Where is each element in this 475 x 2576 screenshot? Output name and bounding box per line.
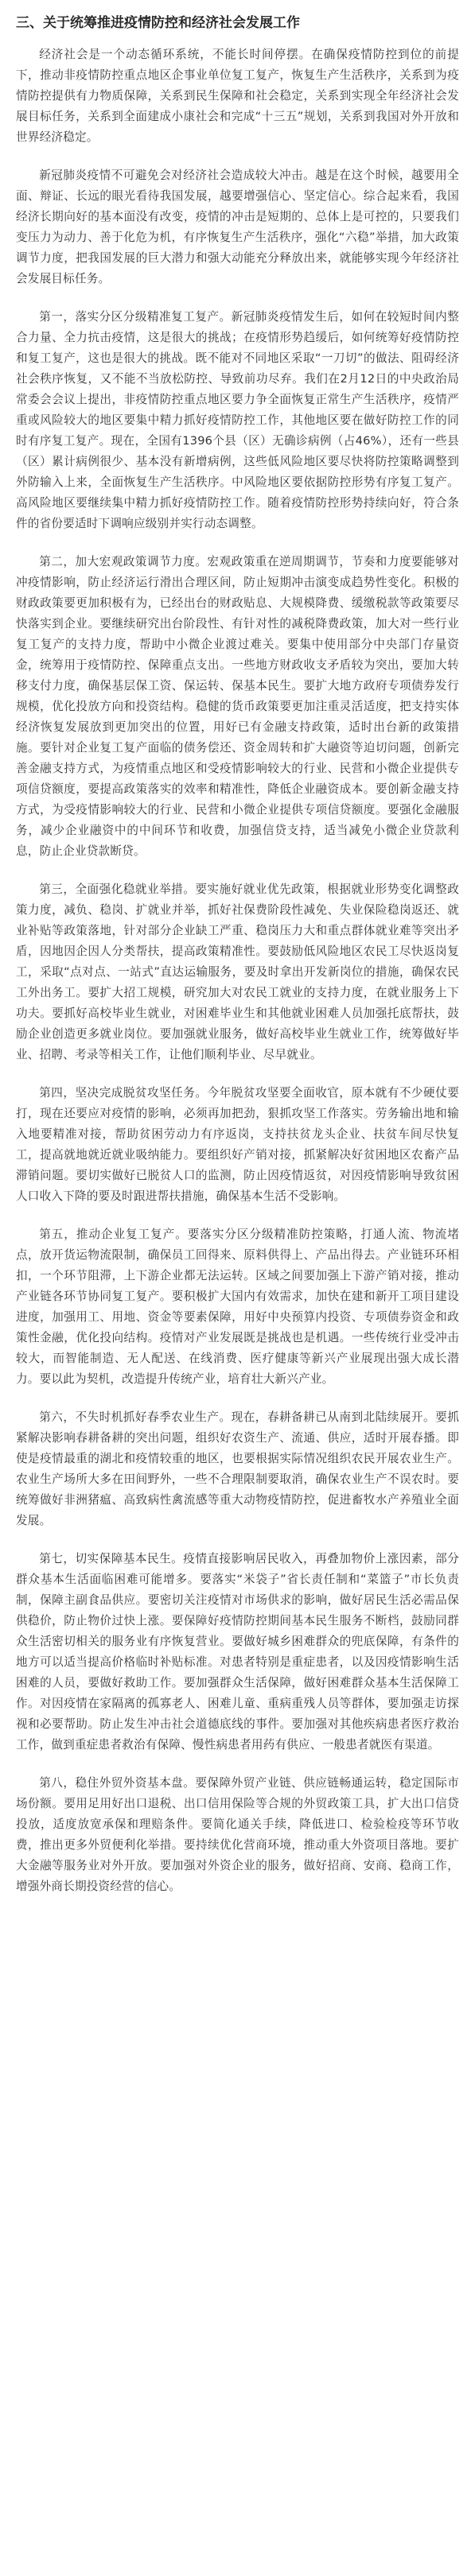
article-paragraph: 第二，加大宏观政策调节力度。宏观政策重在逆周期调节，节奏和力度要能够对冲疫情影响，防止经济运行滑出合理区间，防止短期冲击演变成趋势性变化。积极的财政政策要更加积极有为，已经出台的财政贴息、大规模降费、缓缴税款等政策要尽快落实到企业。要继续研究出台阶段性、有针对性的减税降费政策，加大对一些行业复工复产的支持力度，帮助中小微企业渡过难关。要集中使用部分中央部门存量资金，统筹用于疫情防控、保障重点支出。一些地方财政收支矛盾较为突出，要加大转移支付力度，确保基层保工资、保运转、保基本民生。要扩大地方政府专项债券发行规模，优化投放方向和投资结构。稳健的货币政策要更加注重灵活适度，把支持实体经济恢复发展放到更加突出的位置，用好已有金融支持政策，适时出台新的政策措施。要针对企业复工复产面临的债务偿还、资金周转和扩大融资等迫切问题，创新完善金融支持方式，为疫情重点地区和受疫情影响较大的行业、民营和小微企业提供专项信贷额度，要提高政策落实的效率和精准性，降低企业融资成本。要创新金融支持方式，为受疫情影响较大的行业、民营和小微企业提供专项信贷额度。要强化金融服务，减少企业融资中的中间环节和收费，加强信贷支持，适当减免小微企业贷款利息，防止企业贷款断贷。 (16, 555, 459, 858)
article-paragraph: 第一，落实分区分级精准复工复产。新冠肺炎疫情发生后，如何在较短时间内整合力量、全力抗击疫情，这是很大的挑战；在疫情形势趋缓后，如何统筹好疫情防控和复工复产，这也是很大的挑战。既不能对不同地区采取“一刀切”的做法、阻碍经济社会秩序恢复，又不能不当放松防控、导致前功尽弃。我们在2月12日的中央政治局常委会会议上提出，非疫情防控重点地区要力争全面恢复正常生产生活秩序，疫情严重或风险较大的地区要集中精力抓好疫情防控工作，其他地区要在做好防控工作的同时有序复工复产。现在，全国有1396个县（区）无确诊病例（占46%），还有一些县（区）累计病例很少、基本没有新增病例，这些低风险地区要尽快将防控策略调整到外防输入上来，全面恢复生产生活秩序。中风险地区要依据防控形势有序复工复产。高风险地区要继续集中精力抓好疫情防控工作。随着疫情防控形势持续向好，符合条件的省份要适时下调响应级别并实行动态调整。 (16, 310, 459, 530)
article-paragraph: 第四，坚决完成脱贫攻坚任务。今年脱贫攻坚要全面收官，原本就有不少硬仗要打，现在还要应对疫情的影响，必须再加把劲，狠抓攻坚工作落实。劳务输出地和输入地要精准对接，帮助贫困劳动力有序返岗，支持扶贫龙头企业、扶贫车间尽快复工，提高就地就近就业吸纳能力。要组织好产销对接，抓紧解决好贫困地区农畜产品滞销问题。要切实做好已脱贫人口的监测，防止因疫情返贫，对因疫情影响导致贫困人口收入下降的要及时跟进帮扶措施，确保基本生活不受影响。 (16, 1086, 459, 1203)
section-title: 三、关于统筹推进疫情防控和经济社会发展工作 (16, 15, 300, 31)
article-paragraph: 第六，不失时机抓好春季农业生产。现在，春耕备耕已从南到北陆续展开。要抓紧解决影响春耕备耕的突出问题，组织好农资生产、流通、供应，适时开展春播。即使是疫情最重的湖北和疫情较重的地区，也要根据实际情况组织农民开展农业生产。农业生产场所大多在田间野外，一些不合理限制要取消，确保农业生产不误农时。要统筹做好非洲猪瘟、高致病性禽流感等重大动物疫情防控，促进畜牧水产养殖业全面发展。 (16, 1410, 459, 1527)
article-paragraph: 第三，全面强化稳就业举措。要实施好就业优先政策，根据就业形势变化调整政策力度，减负、稳岗、扩就业并举，抓好社保费阶段性减免、失业保险稳岗返还、就业补贴等政策落地，针对部分企业缺工严重、稳岗压力大和重点群体就业难等突出矛盾，因地因企因人分类帮扶，提高政策精准性。要鼓励低风险地区农民工尽快返岗复工，采取“点对点、一站式”直达运输服务，要及时拿出开发新岗位的措施，确保农民工外出务工。要扩大招工规模，研究加大对农民工就业的支持力度，在就业服务上下功夫。要抓好高校毕业生就业，对困难毕业生和其他就业困难人员加强托底帮扶，鼓励企业创造更多就业岗位。要加强就业服务，做好高校毕业生就业工作，统筹做好毕业、招聘、考录等相关工作，让他们顺利毕业、尽早就业。 (16, 883, 459, 1061)
article-paragraph: 第八，稳住外贸外资基本盘。要保障外贸产业链、供应链畅通运转，稳定国际市场份额。要用足用好出口退税、出口信用保险等合规的外贸政策工具，扩大出口信贷投放，适度放宽承保和理赔条件。要简化通关手续，降低进口、检验检疫等环节收费，推出更多外贸便利化举措。要持续优化营商环境，推动重大外资项目落地。要扩大金融等服务业对外开放。要加强对外资企业的服务，做好招商、安商、稳商工作，增强外商长期投资经营的信心。 (16, 1776, 459, 1893)
article-paragraph: 新冠肺炎疫情不可避免会对经济社会造成较大冲击。越是在这个时候，越要用全面、辩证、长远的眼光看待我国发展，越要增强信心、坚定信心。综合起来看，我国经济长期向好的基本面没有改变，疫情的冲击是短期的、总体上是可控的，只要我们变压力为动力、善于化危为机，有序恢复生产生活秩序，强化“六稳”举措，加大政策调节力度，把我国发展的巨大潜力和强大动能充分释放出来，就能够实现今年经济社会发展目标任务。 (16, 169, 459, 285)
article-paragraph: 经济社会是一个动态循环系统，不能长时间停摆。在确保疫情防控到位的前提下，推动非疫情防控重点地区企事业单位复工复产，恢复生产生活秩序，关系到为疫情防控提供有力物质保障，关系到民生保障和社会稳定，关系到实现全年经济社会发展目标任务，关系到全面建成小康社会和完成“十三五”规划，关系到我国对外开放和世界经济稳定。 (16, 48, 459, 144)
article-paragraph: 第七，切实保障基本民生。疫情直接影响居民收入，再叠加物价上涨因素，部分群众基本生活面临困难可能增多。要落实“米袋子”省长责任制和“菜篮子”市长负责制，保障主副食品供应。要密切关注疫情对市场供求的影响，做好居民生活必需品保供稳价，防止物价过快上涨。要保障好疫情防控期间基本民生服务不断档，鼓励同群众生活密切相关的服务业有序恢复营业。要做好城乡困难群众的兜底保障，有条件的地方可以适当提高价格临时补贴标准。对患者特别是重症患者，以及因疫情影响生活困难的人员，要做好救助工作。要加强群众生活保障，做好困难群众基本生活保障工作。对因疫情在家隔离的孤寡老人、困难儿童、重病重残人员等群体，要加强走访探视和必要帮助。防止发生冲击社会道德底线的事件。要加强对其他疾病患者医疗救治工作，做到重症患者救治有保障、慢性病患者用药有供应、一般患者就医有渠道。 (16, 1552, 459, 1752)
article-paragraph: 第五，推动企业复工复产。要落实分区分级精准防控策略，打通人流、物流堵点，放开货运物流限制，确保员工回得来、原料供得上、产品出得去。产业链环环相扣，一个环节阻滞，上下游企业都无法运转。区域之间要加强上下游产销对接，推动产业链各环节协同复工复产。要积极扩大国内有效需求，加快在建和新开工项目建设进度，加强用工、用地、资金等要素保障，用好中央预算内投资、专项债券资金和政策性金融，优化投向结构。疫情对产业发展既是挑战也是机遇。一些传统行业受冲击较大，而智能制造、无人配送、在线消费、医疗健康等新兴产业展现出强大成长潜力。要以此为契机，改造提升传统产业，培育壮大新兴产业。 (16, 1228, 459, 1386)
